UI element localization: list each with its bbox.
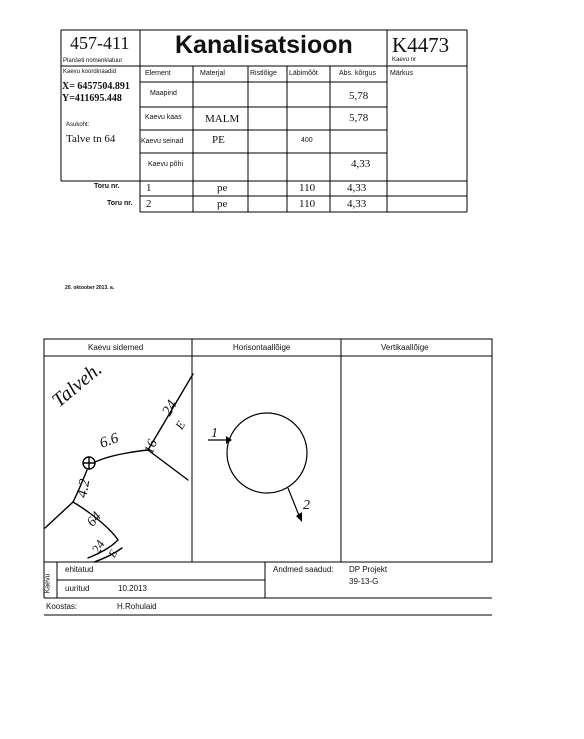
row-elev: 4,33 — [351, 158, 371, 170]
row-element: Kaevu seinad — [141, 138, 184, 145]
row-material: MALM — [205, 113, 240, 125]
col-header-elev: Abs. kõrgus — [339, 70, 376, 77]
surveyed-date: 10.2013 — [118, 584, 147, 593]
page-title: Kanalisatsioon — [175, 31, 353, 59]
pipe-nr: 1 — [146, 182, 152, 194]
pipe-diameter-note: 24 — [88, 537, 108, 557]
col-horizontal-section: Horisontaallõige — [233, 343, 291, 352]
side-label: Kaevu — [44, 573, 52, 594]
col-vertical-section: Vertikaallõige — [381, 343, 429, 352]
compiled-by: H.Rohulaid — [117, 602, 157, 611]
pipe-diameter-note: 24 — [159, 397, 181, 419]
pipe-diameter: 110 — [299, 182, 316, 194]
sheet-number: 457-411 — [70, 33, 130, 53]
row-element: Kaevu põhi — [148, 161, 184, 168]
pipe-nr: 2 — [146, 198, 152, 210]
row-element: Maapind — [150, 90, 177, 97]
pipe-elev: 4,33 — [347, 198, 367, 210]
pipe-material: pe — [217, 198, 228, 210]
data-source: DP Projekt — [349, 565, 388, 574]
col-header-cross: Ristlõige — [250, 70, 277, 77]
distance-note: 4.2 — [74, 477, 94, 500]
well-caption: Kaevu nr — [392, 57, 417, 63]
pipe-elev: 4,33 — [347, 182, 367, 194]
pipe-material: pe — [217, 182, 228, 194]
row-elev: 5,78 — [349, 112, 369, 124]
row-material: PE — [212, 134, 225, 146]
house-number-note: 64 — [84, 509, 105, 530]
row-diameter: 400 — [301, 137, 313, 144]
address-caption: Asukoht: — [66, 122, 90, 128]
col-header-element: Element — [145, 70, 171, 77]
row-elev: 5,78 — [349, 90, 369, 102]
coord-x: X= 6457504.891 — [62, 81, 130, 92]
data-ref: 39-13-G — [349, 577, 379, 586]
pipe-material-note: E — [172, 418, 189, 432]
col-header-notes: Märkus — [390, 70, 413, 77]
coord-y: Y=411695.448 — [62, 93, 122, 104]
col-header-material: Materjal — [200, 70, 225, 77]
pipe-1-label: 1 — [211, 426, 218, 441]
coord-caption: Kaevu koordinaadid — [63, 69, 117, 75]
pipe-2-label: 2 — [303, 498, 310, 513]
pipe-material-note: E — [106, 548, 121, 560]
surveyed-label: uuritud — [65, 584, 90, 593]
sheet-caption: Planšeti nomenklatuur — [63, 58, 123, 64]
compiled-label: Koostas: — [46, 602, 78, 611]
street-label: Talveh. — [48, 357, 107, 412]
pipe-label: Toru nr. — [107, 200, 133, 207]
address-value: Talve tn 64 — [66, 133, 116, 145]
date-stamp: 20. oktoober 2013. a. — [65, 285, 115, 291]
built-label: ehitatud — [65, 565, 94, 574]
distance-note: 6.6 — [97, 430, 121, 452]
pipe-label: Toru nr. — [94, 183, 120, 190]
row-element: Kaevu kaas — [145, 114, 182, 121]
pipe-diameter: 110 — [299, 198, 316, 210]
well-id: K4473 — [392, 33, 450, 57]
col-header-diameter: Läbimõõt — [289, 70, 318, 77]
data-label: Andmed saadud: — [273, 565, 334, 574]
col-kaevu-sidemed: Kaevu sidemed — [88, 343, 144, 352]
house-number-note: 16 — [142, 437, 161, 456]
